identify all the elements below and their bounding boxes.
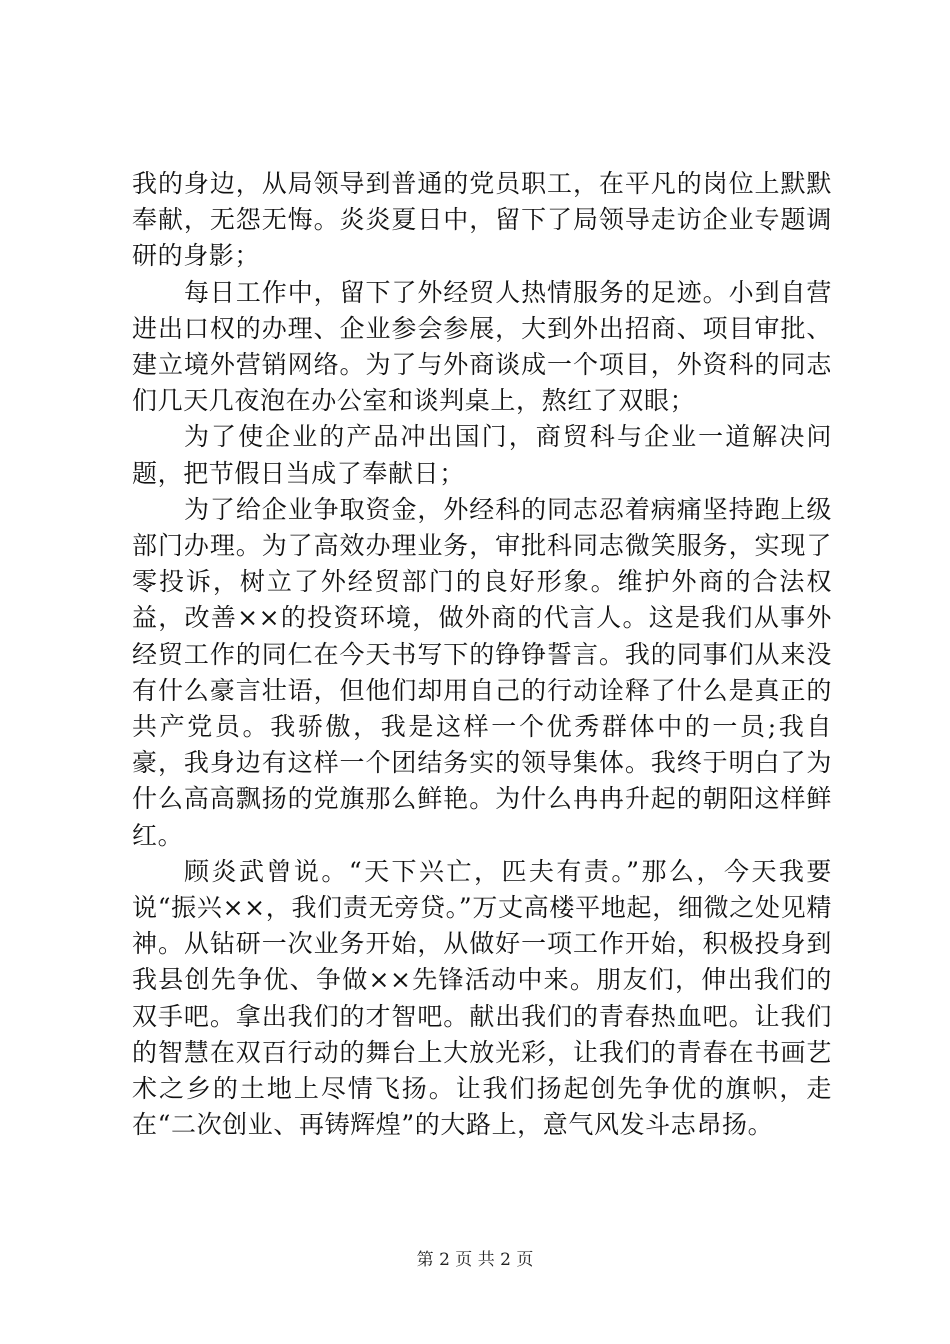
paragraph-5: 顾炎武曾说。“天下兴亡，匹夫有责。”那么，今天我要说“振兴××，我们责无旁贷。”万丈高楼平地起，细微之处见精神。从钻研一次业务开始，从做好一项工作开始，积极投身到我县创先争优、争做××先锋活动中来。朋友们，伸出我们的双手吧。拿出我们的才智吧。献出我们的青春热血吧。让我们的智慧在双百行动的舞台上大放光彩，让我们的青春在书画艺术之乡的土地上尽情飞扬。让我们扬起创先争优的旗帜，走在“二次创业、再铸辉煌”的大路上，意气风发斗志昂扬。: [132, 856, 832, 1140]
page-number-footer: 第 2 页 共 2 页: [416, 1250, 534, 1270]
paragraph-4: 为了给企业争取资金，外经科的同志忍着病痛坚持跑上级部门办理。为了高效办理业务，审批科同志微笑服务，实现了零投诉，树立了外经贸部门的良好形象。维护外商的合法权益，改善××的投资环境，做外商的代言人。这是我们从事外经贸工作的同仁在今天书写下的铮铮誓言。我的同事们从来没有什么豪言壮语，但他们却用自己的行动诠释了什么是真正的共产党员。我骄傲，我是这样一个优秀群体中的一员;我自豪，我身边有这样一个团结务实的领导集体。我终于明白了为什么高高飘扬的党旗那么鲜艳。为什么冉冉升起的朝阳这样鲜红。: [132, 494, 832, 850]
paragraph-3: 为了使企业的产品冲出国门，商贸科与企业一道解决问题，把节假日当成了奉献日；: [132, 422, 832, 488]
document-body: [132, 166, 832, 1143]
paragraph-1: 我的身边，从局领导到普通的党员职工，在平凡的岗位上默默奉献，无怨无悔。炎炎夏日中，留下了局领导走访企业专题调研的身影；: [132, 169, 832, 271]
paragraph-2: 每日工作中，留下了外经贸人热情服务的足迹。小到自营进出口权的办理、企业参会参展，大到外出招商、项目审批、建立境外营销网络。为了与外商谈成一个项目，外资科的同志们几天几夜泡在办公室和谈判桌上，熬红了双眼；: [132, 277, 832, 416]
